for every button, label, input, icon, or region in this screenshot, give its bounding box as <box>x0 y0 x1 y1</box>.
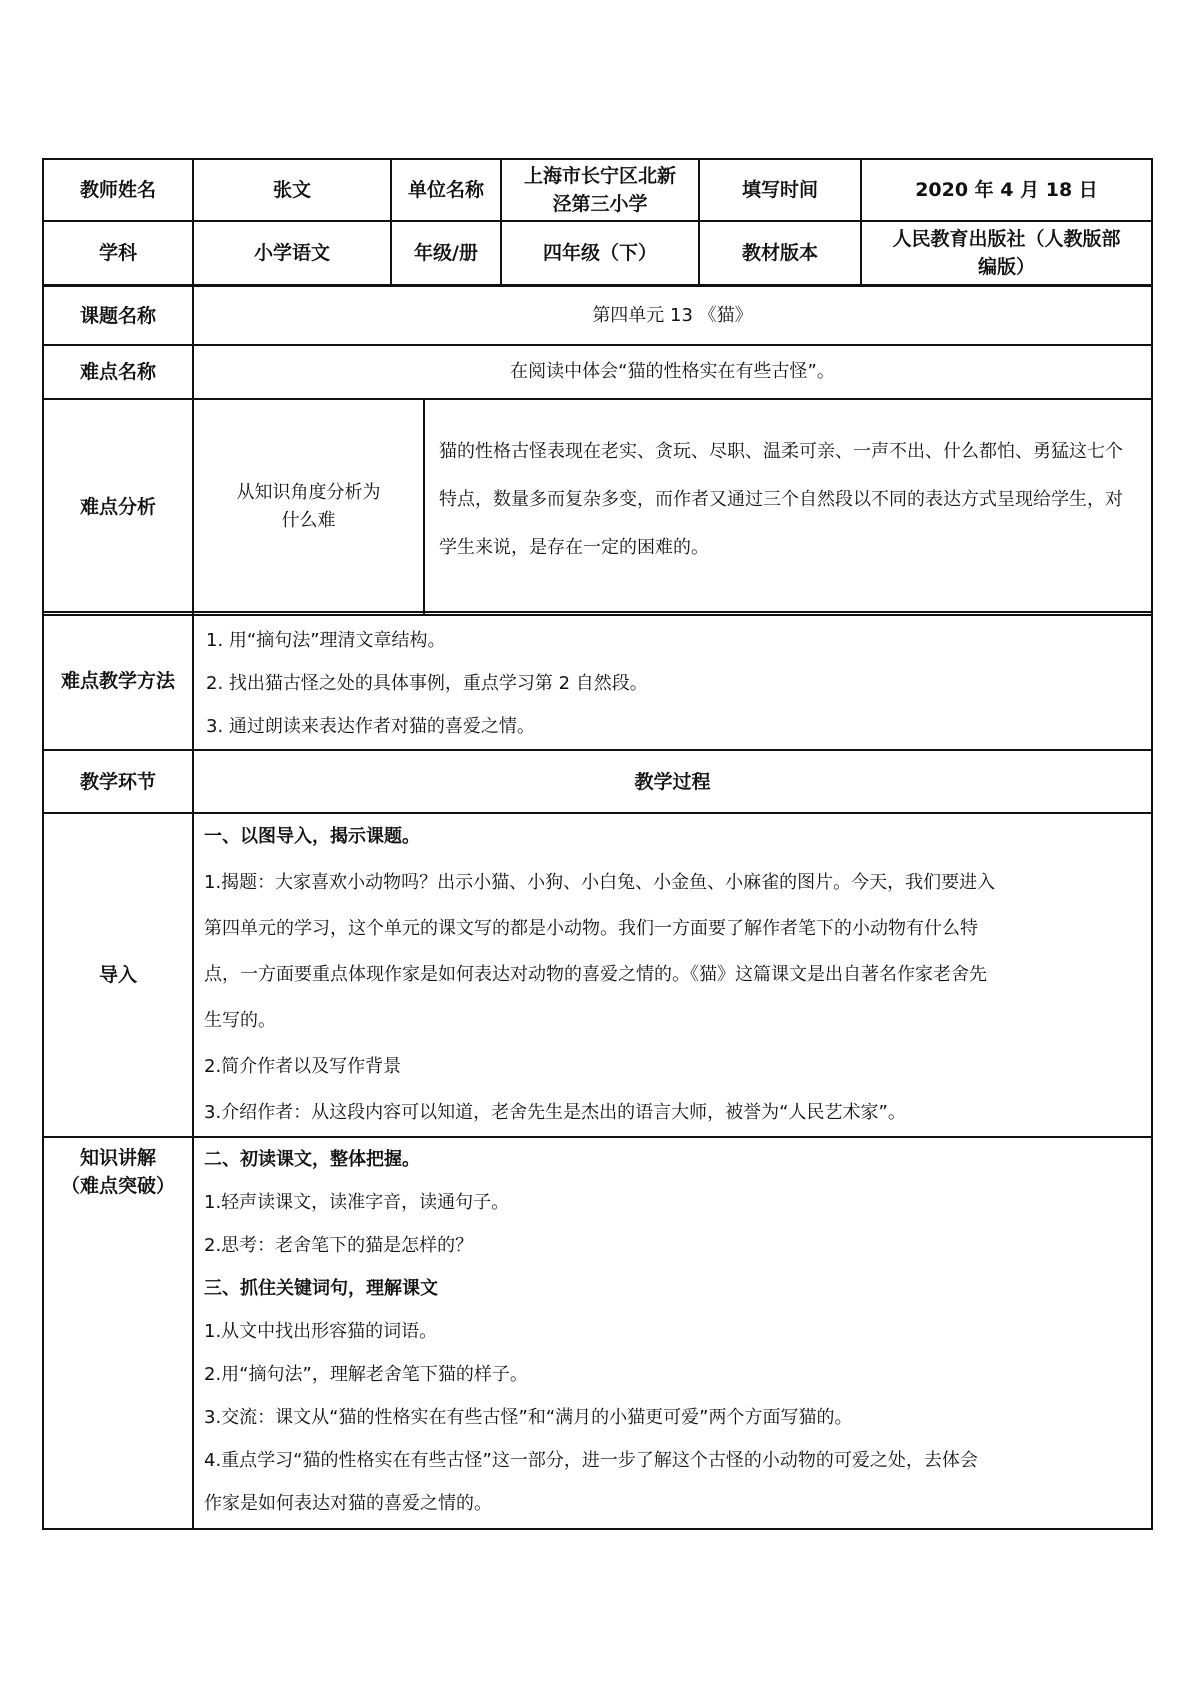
analysis-label: 难点分析 <box>43 399 193 615</box>
process-table <box>42 611 1153 1530</box>
knowledge-label <box>43 1137 193 1529</box>
process-header-row <box>43 750 1152 813</box>
topic-label: 课题名称 <box>43 286 193 345</box>
method-item: 3. 通过朗读来表达作者对猫的喜爱之情。 <box>206 716 535 737</box>
stage-header: 教学环节 <box>43 750 193 813</box>
info-table <box>42 158 1153 286</box>
knowledge-label-line2: （难点突破） <box>60 1175 175 1197</box>
date-value: 2020 年 4 月 18 日 <box>861 159 1152 221</box>
difficulty-value: 在阅读中体会“猫的性格实在有些古怪”。 <box>193 345 1152 399</box>
info-row-2 <box>43 221 1152 285</box>
method-row <box>43 612 1152 750</box>
date-label: 填写时间 <box>699 159 861 221</box>
method-item: 2. 找出猫古怪之处的具体事例，重点学习第 2 自然段。 <box>206 673 648 694</box>
grade-label: 年级/册 <box>391 221 501 285</box>
lesson-table <box>42 285 1153 616</box>
difficulty-label: 难点名称 <box>43 345 193 399</box>
unit-label: 单位名称 <box>391 159 501 221</box>
analysis-key-line1: 从知识角度分析为 <box>236 482 381 503</box>
analysis-text: 猫的性格古怪表现在老实、贪玩、尽职、温柔可亲、一声不出、什么都怕、勇猛这七个特点，数量多而复杂多变，而作者又通过三个自然段以不同的表达方式呈现给学生，对学生来说，是存在一定的困难的。 <box>439 441 1123 558</box>
knowledge-line: 4.重点学习“猫的性格实在有些古怪”这一部分，进一步了解这个古怪的小动物的可爱之处，去体会 <box>204 1450 978 1471</box>
knowledge-line: 2.用“摘句法”，理解老舍笔下猫的样子。 <box>204 1364 528 1385</box>
teacher-name: 张文 <box>193 159 391 221</box>
intro-label: 导入 <box>43 813 193 1137</box>
knowledge-line: 2.思考：老舍笔下的猫是怎样的？ <box>204 1235 474 1256</box>
intro-line: 第四单元的学习，这个单元的课文写的都是小动物。我们一方面要了解作者笔下的小动物有什么特 <box>204 918 978 939</box>
analysis-key <box>194 400 425 614</box>
unit-value-line1: 上海市长宁区北新 <box>523 165 676 187</box>
topic-value: 第四单元 13 《猫》 <box>193 286 1152 345</box>
subject-value: 小学语文 <box>193 221 391 285</box>
intro-row <box>43 813 1152 1137</box>
knowledge-line: 1.轻声读课文，读准字音，读通句子。 <box>204 1192 510 1213</box>
intro-line: 一、以图导入，揭示课题。 <box>204 826 420 847</box>
edition-value <box>861 221 1152 285</box>
intro-line: 生写的。 <box>204 1010 276 1031</box>
analysis-row <box>43 399 1152 615</box>
analysis-key-line2: 什么难 <box>281 510 336 531</box>
edition-label: 教材版本 <box>699 221 861 285</box>
process-header: 教学过程 <box>193 750 1152 813</box>
knowledge-line: 三、抓住关键词句，理解课文 <box>204 1278 438 1299</box>
knowledge-cell <box>193 1137 1152 1529</box>
intro-line: 2.简介作者以及写作背景 <box>204 1056 402 1077</box>
knowledge-line: 1.从文中找出形容猫的词语。 <box>204 1321 438 1342</box>
grade-value: 四年级（下） <box>501 221 699 285</box>
intro-line: 1.揭题：大家喜欢小动物吗？出示小猫、小狗、小白兔、小金鱼、小麻雀的图片。今天，我们要进入 <box>204 872 996 893</box>
intro-line: 点，一方面要重点体现作家是如何表达对动物的喜爱之情的。《猫》这篇课文是出自著名作家老舍先 <box>204 964 987 985</box>
knowledge-label-line1: 知识讲解 <box>79 1147 156 1169</box>
knowledge-row <box>43 1137 1152 1529</box>
edition-value-line2: 编版） <box>977 256 1035 278</box>
unit-value-line2: 泾第三小学 <box>552 193 648 215</box>
unit-value <box>501 159 699 221</box>
subject-label: 学科 <box>43 221 193 285</box>
analysis-cell <box>193 399 1152 615</box>
method-item: 1. 用“摘句法”理清文章结构。 <box>206 630 446 651</box>
edition-value-line1: 人民教育出版社（人教版部 <box>892 228 1121 250</box>
knowledge-line: 作家是如何表达对猫的喜爱之情的。 <box>204 1493 492 1514</box>
method-cell <box>193 612 1152 750</box>
knowledge-line: 3.交流：课文从“猫的性格实在有些古怪”和“满月的小猫更可爱”两个方面写猫的。 <box>204 1407 853 1428</box>
knowledge-line: 二、初读课文，整体把握。 <box>204 1149 420 1170</box>
intro-line: 3.介绍作者：从这段内容可以知道，老舍先生是杰出的语言大师，被誉为“人民艺术家”。 <box>204 1102 906 1123</box>
info-row-1 <box>43 159 1152 221</box>
teacher-label: 教师姓名 <box>43 159 193 221</box>
difficulty-row <box>43 345 1152 399</box>
topic-row <box>43 286 1152 345</box>
method-label: 难点教学方法 <box>43 612 193 750</box>
intro-cell <box>193 813 1152 1137</box>
